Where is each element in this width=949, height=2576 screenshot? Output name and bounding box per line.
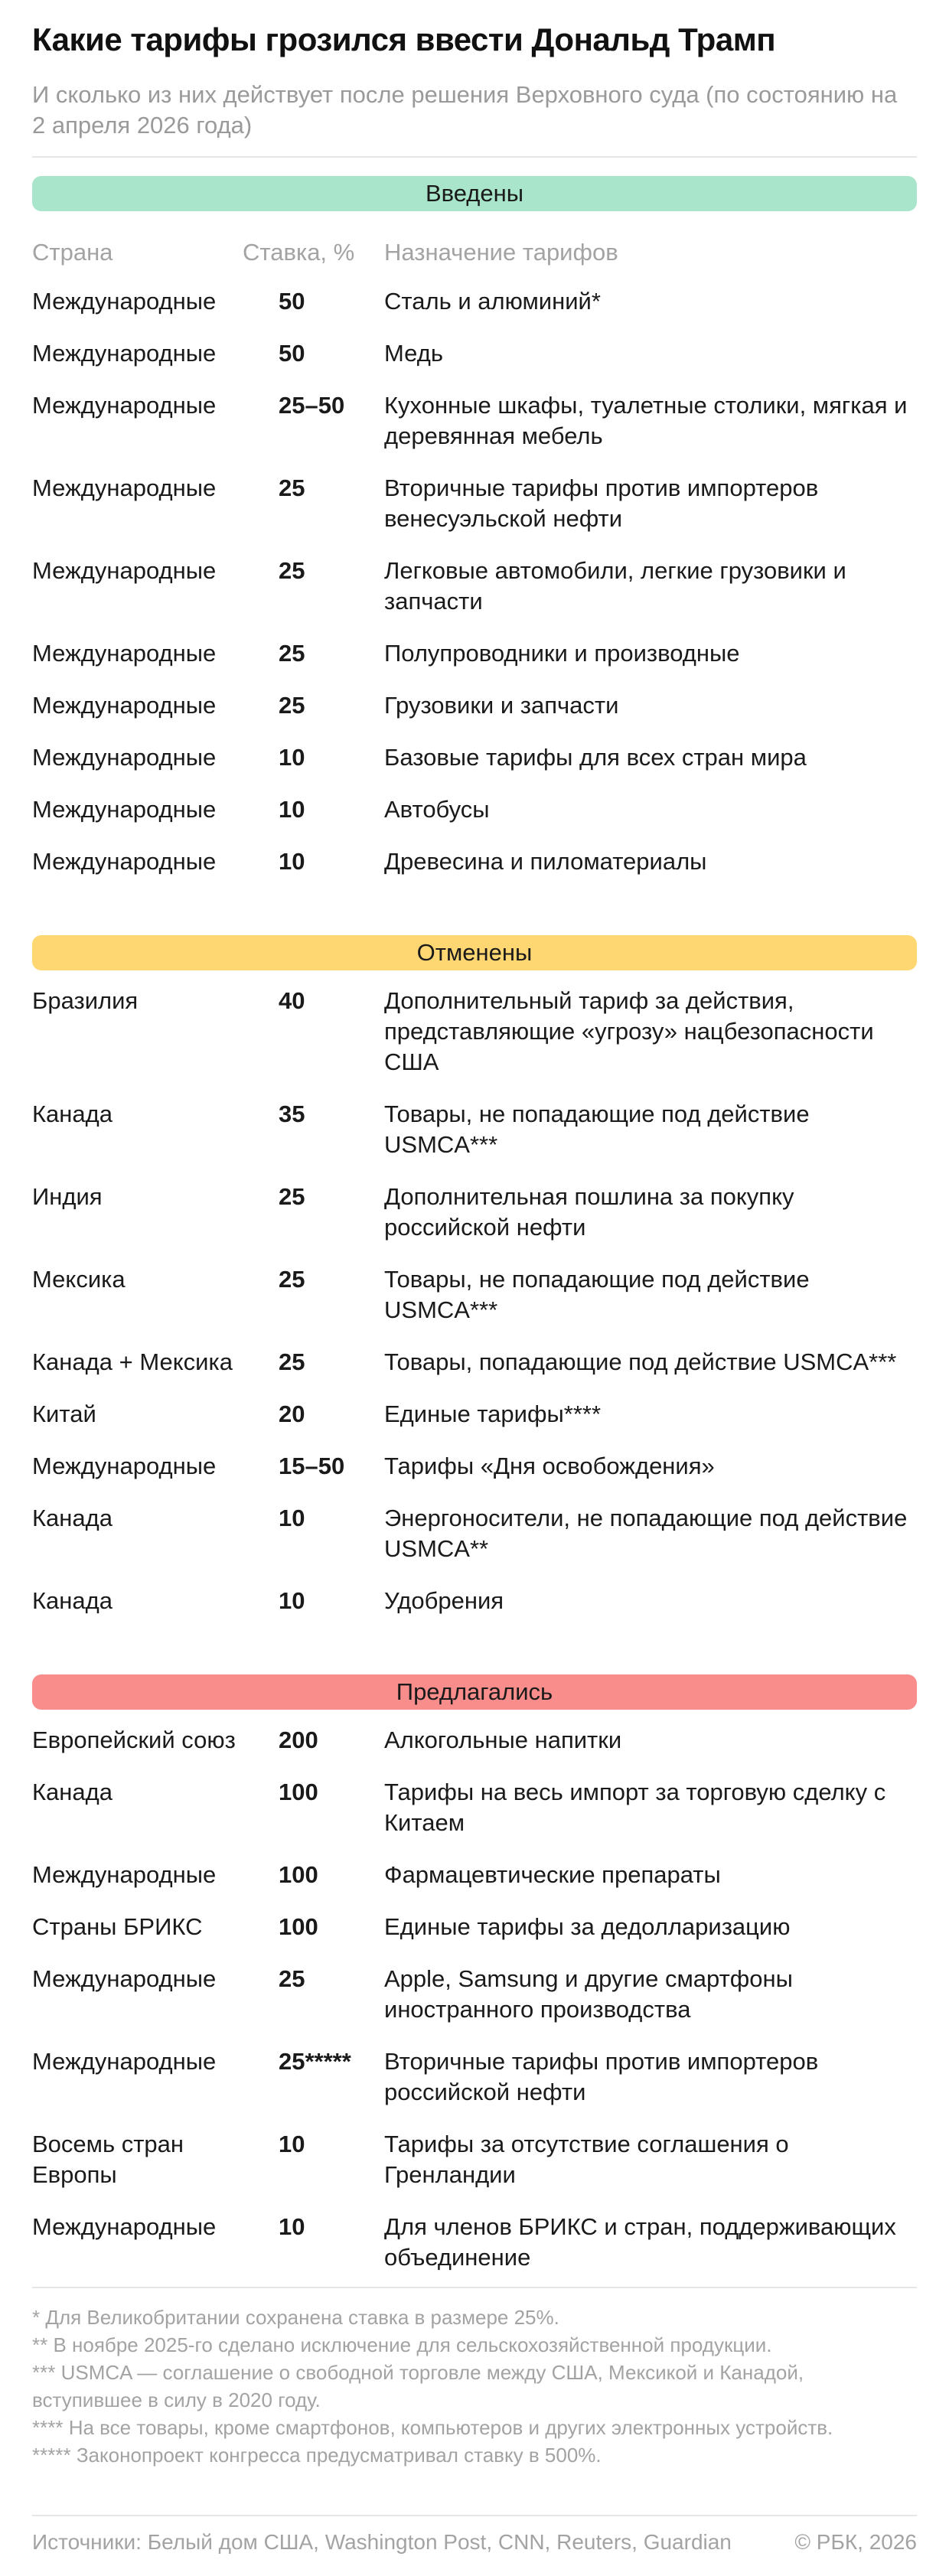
row-rate: 100 [279, 1913, 318, 1940]
row-purpose: Алкогольные напитки [384, 1727, 622, 1753]
row-country: Международные [32, 557, 217, 584]
footnote: **** На все товары, кроме смартфонов, компьютеров и других электронных устройств. [32, 2416, 833, 2439]
row-rate: 25 [279, 692, 305, 719]
row-rate: 25–50 [279, 392, 345, 419]
row-purpose: Вторичные тарифы против импортеров венесуэльской нефти [384, 474, 819, 532]
row-rate: 20 [279, 1400, 305, 1427]
row-country: Международные [32, 640, 217, 667]
page-title: Какие тарифы грозился ввести Дональд Трамп [32, 21, 776, 57]
row-rate: 25 [279, 1348, 305, 1375]
row-rate: 50 [279, 288, 305, 315]
section-band-introduced: Введены [32, 176, 917, 211]
row-purpose: Грузовики и запчасти [384, 692, 619, 719]
row-rate: 25***** [279, 2048, 351, 2075]
row-purpose: Для членов БРИКС и стран, поддерживающих объединение [384, 2213, 896, 2271]
row-purpose: Товары, не попадающие под действие USMCA*** [384, 1266, 810, 1323]
row-purpose: Тарифы «Дня освобождения» [384, 1453, 715, 1479]
copyright: © РБК, 2026 [794, 2530, 917, 2554]
row-purpose: Тарифы на весь импорт за торговую сделку с Китаем [384, 1779, 886, 1836]
row-country: Международные [32, 2048, 217, 2075]
sources: Источники: Белый дом США, Washington Post, CNN, Reuters, Guardian [32, 2530, 732, 2554]
row-country: Международные [32, 2213, 217, 2240]
row-purpose: Дополнительный тариф за действия, представляющие «угрозу» нацбезопасности США [384, 987, 874, 1075]
row-rate: 25 [279, 557, 305, 584]
row-purpose: Тарифы за отсутствие соглашения о Гренландии [384, 2131, 789, 2188]
row-rate: 25 [279, 474, 305, 501]
row-country: Страны БРИКС [32, 1913, 203, 1940]
row-country: Бразилия [32, 987, 139, 1014]
row-purpose: Удобрения [384, 1587, 504, 1614]
row-purpose: Энергоносители, не попадающие под действие USMCA** [384, 1505, 908, 1562]
row-rate: 35 [279, 1101, 305, 1127]
row-purpose: Вторичные тарифы против импортеров российской нефти [384, 2048, 819, 2105]
row-country: Международные [32, 692, 217, 719]
row-rate: 10 [279, 796, 305, 823]
row-purpose: Полупроводники и производные [384, 640, 740, 667]
row-rate: 10 [279, 848, 305, 875]
section-band-cancelled: Отменены [32, 935, 917, 970]
row-country: Международные [32, 796, 217, 823]
row-purpose: Кухонные шкафы, туалетные столики, мягкая и деревянная мебель [384, 392, 908, 449]
row-country: Восемь стран Европы [32, 2131, 184, 2188]
row-rate: 10 [279, 2213, 305, 2240]
row-rate: 10 [279, 1505, 305, 1531]
footer-divider [32, 2515, 917, 2516]
row-rate: 40 [279, 987, 305, 1014]
column-header-country: Страна [32, 239, 113, 266]
row-country: Канада [32, 1101, 113, 1127]
notes-divider [32, 2287, 917, 2288]
row-country: Международные [32, 392, 217, 419]
row-country: Китай [32, 1400, 96, 1427]
section-band-proposed: Предлагались [32, 1674, 917, 1710]
row-rate: 10 [279, 2131, 305, 2157]
row-rate: 200 [279, 1727, 318, 1753]
column-header-purpose: Назначение тарифов [384, 239, 618, 266]
footnote: ***** Законопроект конгресса предусматривал ставку в 500%. [32, 2444, 602, 2467]
header-divider [32, 156, 917, 158]
row-purpose: Автобусы [384, 796, 490, 823]
row-country: Международные [32, 340, 217, 367]
row-country: Международные [32, 474, 217, 501]
row-purpose: Сталь и алюминий* [384, 288, 601, 315]
row-rate: 100 [279, 1779, 318, 1805]
row-country: Международные [32, 1861, 217, 1888]
footnote: * Для Великобритании сохранена ставка в размере 25%. [32, 2306, 559, 2329]
row-country: Международные [32, 1453, 217, 1479]
row-purpose: Дополнительная пошлина за покупку российской нефти [384, 1183, 794, 1241]
footnote: *** USMCA — соглашение о свободной торговле между США, Мексикой и Канадой, вступившее в силу в 2020 году. [32, 2361, 804, 2411]
row-rate: 25 [279, 1183, 305, 1210]
row-rate: 25 [279, 640, 305, 667]
footnote: ** В ноябре 2025-го сделано исключение для сельскохозяйственной продукции. [32, 2333, 772, 2356]
row-purpose: Единые тарифы за дедолларизацию [384, 1913, 791, 1940]
row-rate: 25 [279, 1965, 305, 1992]
row-country: Международные [32, 744, 217, 771]
row-purpose: Единые тарифы**** [384, 1400, 602, 1427]
row-rate: 15–50 [279, 1453, 345, 1479]
row-country: Международные [32, 1965, 217, 1992]
row-rate: 25 [279, 1266, 305, 1293]
row-country: Канада [32, 1779, 113, 1805]
row-rate: 10 [279, 1587, 305, 1614]
row-country: Мексика [32, 1266, 126, 1293]
row-purpose: Товары, попадающие под действие USMCA*** [384, 1348, 897, 1375]
row-country: Международные [32, 288, 217, 315]
row-country: Международные [32, 848, 217, 875]
row-rate: 50 [279, 340, 305, 367]
row-rate: 10 [279, 744, 305, 771]
row-rate: 100 [279, 1861, 318, 1888]
row-purpose: Древесина и пиломатериалы [384, 848, 707, 875]
row-purpose: Товары, не попадающие под действие USMCA*** [384, 1101, 810, 1158]
row-country: Европейский союз [32, 1727, 236, 1753]
row-purpose: Легковые автомобили, легкие грузовики и запчасти [384, 557, 846, 615]
page-subtitle: И сколько из них действует после решения Верховного суда (по состоянию на 2 апреля 2026 года) [32, 81, 898, 139]
row-purpose: Базовые тарифы для всех стран мира [384, 744, 807, 771]
row-purpose: Фармацевтические препараты [384, 1861, 721, 1888]
footnotes [32, 2304, 912, 2469]
row-country: Канада [32, 1587, 113, 1614]
row-purpose: Apple, Samsung и другие смартфоны иностранного производства [384, 1965, 793, 2023]
column-header-rate: Ставка, % [243, 239, 355, 266]
row-country: Канада [32, 1505, 113, 1531]
row-country: Канада + Мексика [32, 1348, 233, 1375]
row-country: Индия [32, 1183, 103, 1210]
row-purpose: Медь [384, 340, 443, 367]
